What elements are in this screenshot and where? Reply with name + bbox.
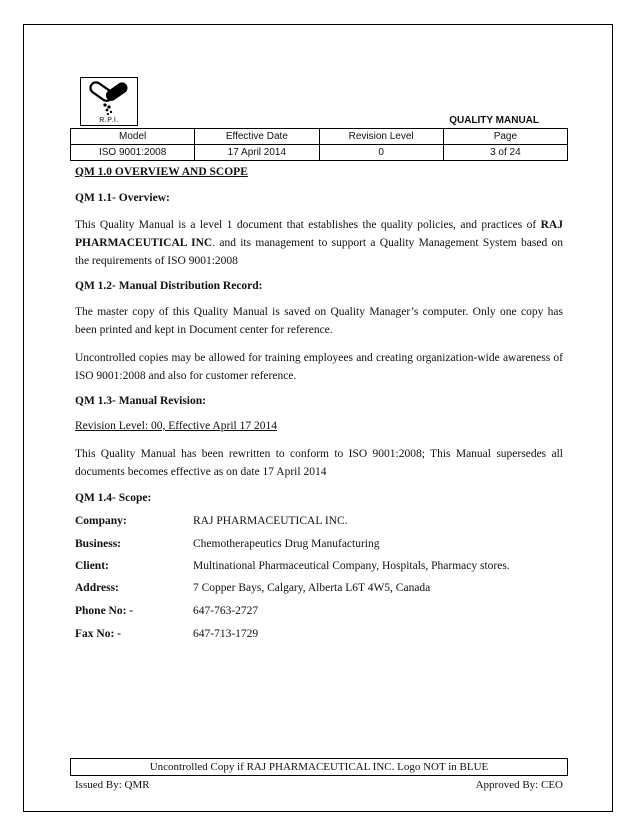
- distribution-paragraph: The master copy of this Quality Manual is saved on Quality Manager’s computer. Only one copy has been printed and kept in Document center for reference.: [75, 306, 563, 336]
- section-heading-scope: QM 1.4- Scope:: [75, 492, 152, 504]
- revision-paragraph: This Quality Manual has been rewritten to conform to ISO 9001:2008; This Manual supersedes all documents becomes effective as on date 17 April 2014: [75, 448, 563, 478]
- scope-row-business: [75, 538, 563, 550]
- approved-by: Approved By: CEO: [475, 779, 563, 791]
- page-value: 3 of 24: [443, 145, 567, 161]
- effective-date-label: Effective Date: [195, 129, 319, 145]
- model-value: ISO 9001:2008: [71, 145, 195, 161]
- scope-row-phone: [75, 605, 563, 617]
- scope-value: 647-713-1729: [193, 628, 259, 640]
- overview-paragraph: [75, 216, 563, 270]
- scope-label: Client:: [75, 560, 109, 572]
- document-body: [75, 166, 563, 640]
- scope-value: Chemotherapeutics Drug Manufacturing: [193, 538, 380, 550]
- revision-level-line: [75, 417, 563, 435]
- overview-text-end: . and its management to support a Quality Management System based on the requirements of ISO 9001:2008: [75, 237, 563, 267]
- uncontrolled-copy-notice: Uncontrolled Copy if RAJ PHARMACEUTICAL INC. Logo NOT in BLUE: [70, 758, 568, 776]
- scope-label: Fax No: -: [75, 628, 121, 640]
- page-label: Page: [443, 129, 567, 145]
- uncontrolled-paragraph: Uncontrolled copies may be allowed for training employees and creating organization-wide awareness of ISO 9001:2008 and also for customer reference.: [75, 352, 563, 382]
- scope-row-address: [75, 582, 563, 594]
- section-heading-distribution: QM 1.2- Manual Distribution Record:: [75, 280, 263, 292]
- revision-level-label: Revision Level: [319, 129, 443, 145]
- document-header-table: [70, 128, 568, 161]
- model-label: Model: [71, 129, 195, 145]
- scope-value: 7 Copper Bays, Calgary, Alberta L6T 4W5, Canada: [193, 582, 431, 594]
- pill-capsule-icon: [81, 78, 137, 118]
- scope-row-fax: [75, 628, 563, 640]
- section-heading-revision: QM 1.3- Manual Revision:: [75, 395, 206, 407]
- section-heading-main: QM 1.0 OVERVIEW AND SCOPE: [75, 166, 248, 178]
- header-values-row: [71, 145, 568, 161]
- logo-text: R.P.I.: [99, 117, 119, 124]
- issued-by: Issued By: QMR: [75, 779, 150, 791]
- scope-row-client: [75, 560, 563, 572]
- revision-level-value: 0: [319, 145, 443, 161]
- scope-label: Phone No: -: [75, 605, 134, 617]
- scope-value: 647-763-2727: [193, 605, 259, 617]
- overview-company-name: RAJ PHARMACEUTICAL INC: [75, 219, 563, 249]
- company-logo: [80, 77, 138, 126]
- scope-value: Multinational Pharmaceutical Company, Hospitals, Pharmacy stores.: [193, 560, 510, 572]
- effective-date-value: 17 April 2014: [195, 145, 319, 161]
- section-heading-overview: QM 1.1- Overview:: [75, 192, 170, 204]
- scope-label: Company:: [75, 515, 127, 527]
- revision-level-text: Revision Level: 00, Effective April 17 2014: [75, 420, 277, 432]
- scope-row-company: [75, 515, 563, 527]
- scope-label: Business:: [75, 538, 122, 550]
- overview-text-start: This Quality Manual is a level 1 document that establishes the quality policies, and practices of: [75, 219, 541, 231]
- scope-label: Address:: [75, 582, 119, 594]
- document-title: QUALITY MANUAL: [449, 115, 539, 126]
- header-labels-row: [71, 129, 568, 145]
- scope-value: RAJ PHARMACEUTICAL INC.: [193, 515, 348, 527]
